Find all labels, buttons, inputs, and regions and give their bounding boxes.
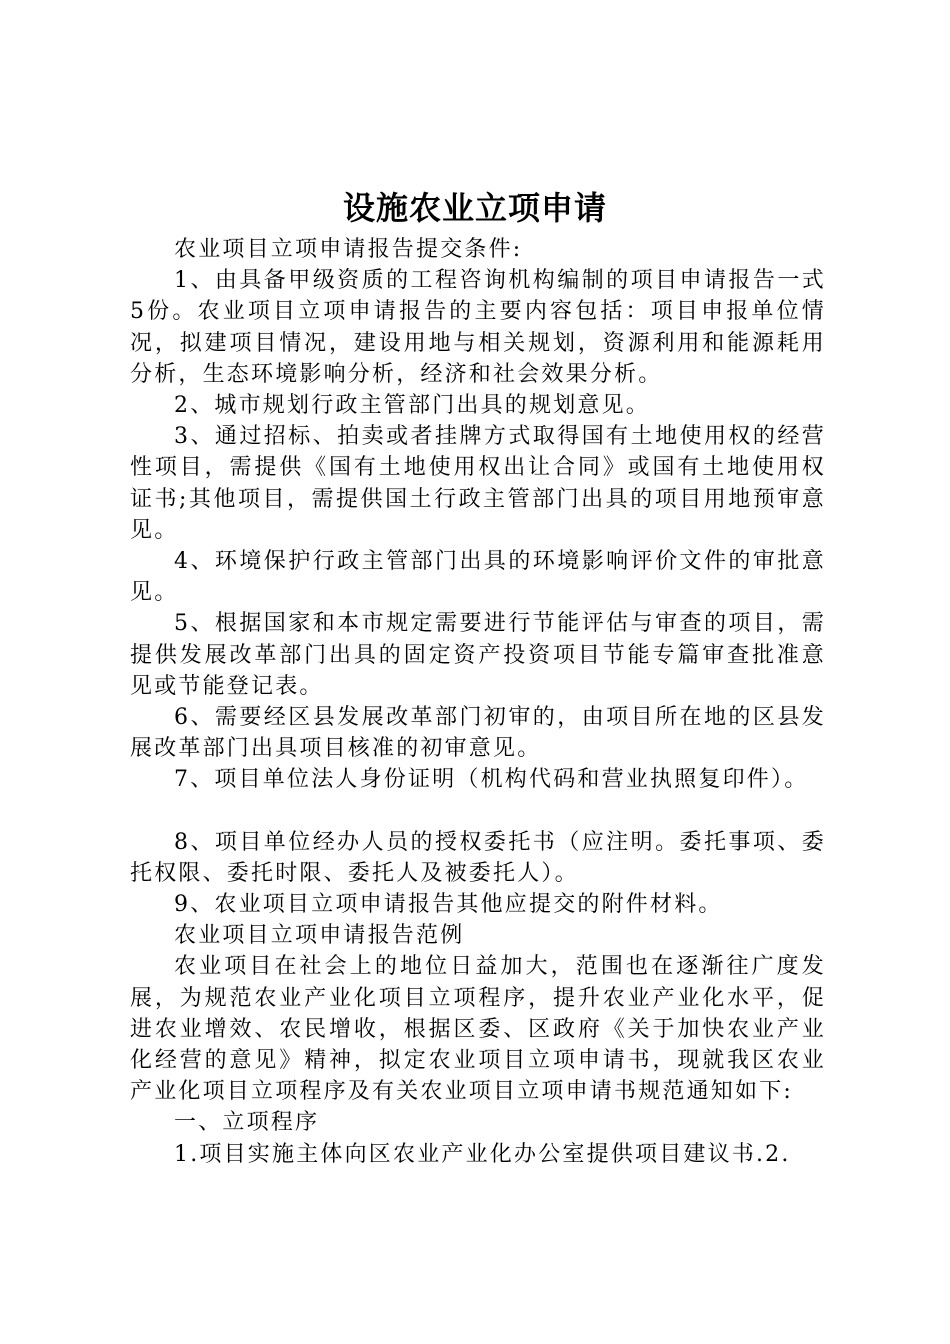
document-title: 设施农业立项申请: [342, 189, 607, 227]
paragraph-item-1: 1、由具备甲级资质的工程咨询机构编制的项目申请报告一式5份。农业项目立项申请报告的主要内容包括：项目申报单位情况，拟建项目情况，建设用地与相关规划，资源利用和能源耗用分析，生态环境影响分析，经济和社会效果分析。: [130, 268, 826, 387]
paragraph-item-3: 3、通过招标、拍卖或者挂牌方式取得国有土地使用权的经营性项目，需提供《国有土地使用权出让合同》或国有土地使用权证书;其他项目，需提供国土行政主管部门出具的项目用地预审意见。: [130, 424, 826, 543]
paragraph-section-heading: 一、立项程序: [174, 1110, 320, 1136]
paragraph-procedure-step: 1.项目实施主体向区农业产业化办公室提供项目建议书.2.: [174, 1141, 791, 1167]
document-body: [130, 234, 826, 1170]
paragraph-example-heading: 农业项目立项申请报告范例: [174, 923, 465, 949]
paragraph-item-2: 2、城市规划行政主管部门出具的规划意见。: [174, 393, 650, 419]
paragraph-conditions-heading: 农业项目立项申请报告提交条件:: [174, 237, 523, 262]
paragraph-example-intro: 农业项目在社会上的地位日益加大，范围也在逐渐往广度发展，为规范农业产业化项目立项程序，提升农业产业化水平，促进农业增效、农民增收，根据区委、区政府《关于加快农业产业化经营的意见》精神，拟定农业项目立项申请书，现就我区农业产业化项目立项程序及有关农业项目立项申请书规范通知如下:: [130, 954, 826, 1105]
paragraph-item-5: 5、根据国家和本市规定需要进行节能评估与审查的项目，需提供发展改革部门出具的固定资产投资项目节能专篇审查批准意见或节能登记表。: [130, 611, 826, 699]
paragraph-item-8: 8、项目单位经办人员的授权委托书（应注明。委托事项、委托权限、委托时限、委托人及被委托人）。: [130, 829, 826, 886]
paragraph-item-7: 7、项目单位法人身份证明（机构代码和营业执照复印件）。: [174, 767, 809, 793]
paragraph-item-6: 6、需要经区县发展改革部门初审的，由项目所在地的区县发展改革部门出具项目核准的初审意见。: [130, 705, 826, 762]
paragraph-item-9: 9、农业项目立项申请报告其他应提交的附件材料。: [174, 892, 723, 918]
paragraph-item-4: 4、环境保护行政主管部门出具的环境影响评价文件的审批意见。: [130, 549, 826, 606]
